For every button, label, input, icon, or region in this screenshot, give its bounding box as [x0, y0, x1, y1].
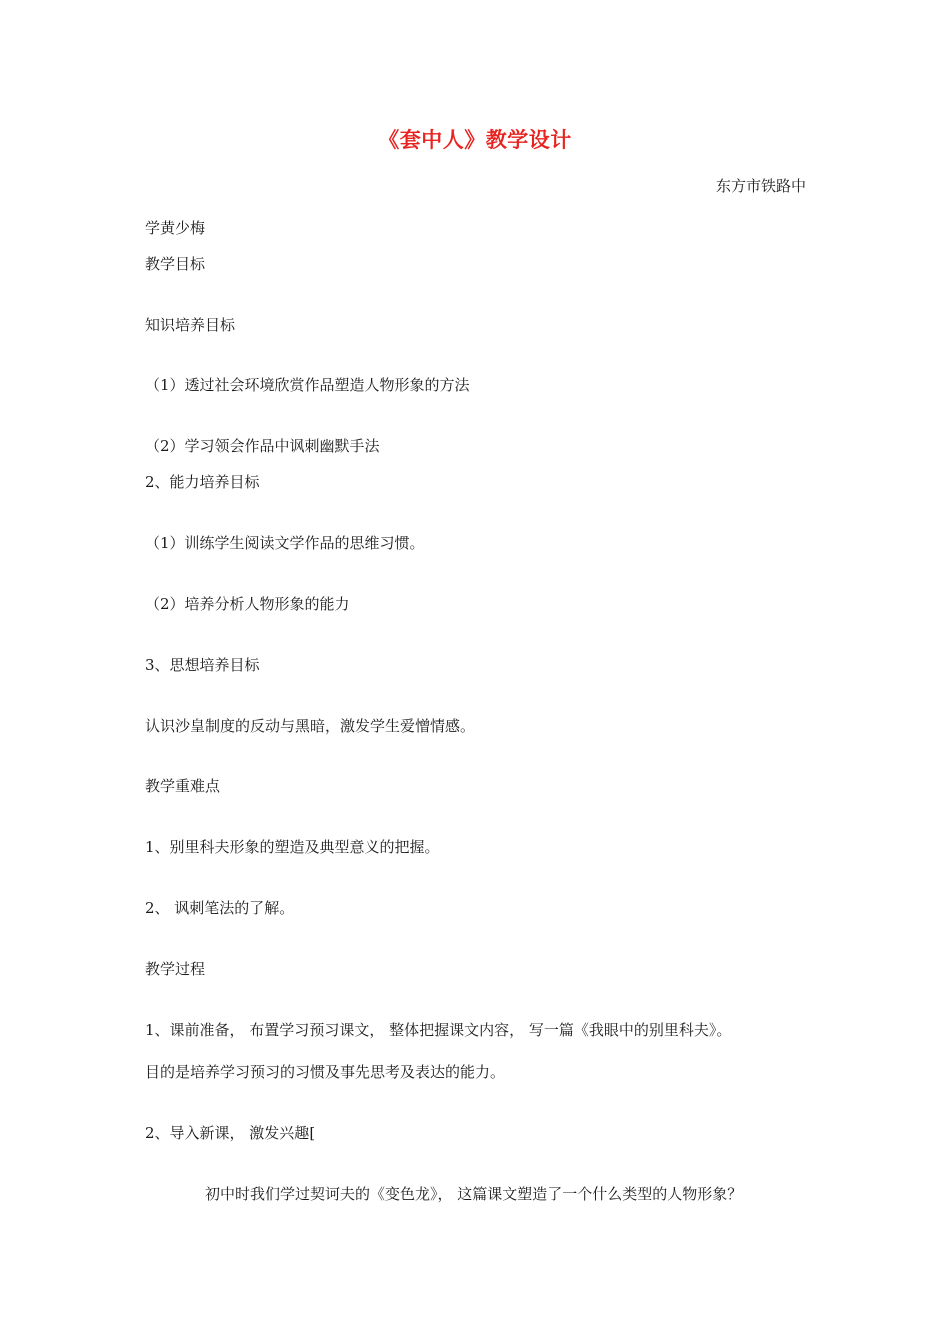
subheading-thought-goals: 3、思想培养目标 — [145, 656, 260, 674]
text-line: （2）培养分析人物形象的能力 — [145, 595, 350, 613]
section-heading-key-points: 教学重难点 — [145, 777, 221, 795]
text-line: 初中时我们学过契诃夫的《变色龙》， 这篇课文塑造了一个什么类型的人物形象？ — [205, 1185, 743, 1203]
school-name: 东方市铁路中 — [715, 177, 806, 195]
section-heading-teaching-process: 教学过程 — [145, 960, 206, 978]
text-line: （1）透过社会环境欣赏作品塑造人物形象的方法 — [145, 376, 470, 394]
author-line: 学黄少梅 — [145, 219, 206, 237]
text-line: 1、课前准备， 布置学习预习课文， 整体把握课文内容， 写一篇《我眼中的别里科夫》。 — [145, 1021, 732, 1039]
text-line: （1）训练学生阅读文学作品的思维习惯。 — [145, 534, 425, 552]
text-line: 认识沙皇制度的反动与黑暗，激发学生爱憎情感。 — [145, 717, 476, 735]
subheading-ability-goals: 2、能力培养目标 — [145, 473, 260, 491]
section-heading-teaching-goals: 教学目标 — [145, 255, 206, 273]
subheading-knowledge-goals: 知识培养目标 — [145, 316, 236, 334]
text-line: 2、导入新课， 激发兴趣[ — [145, 1124, 316, 1142]
text-line: 目的是培养学习预习的习惯及事先思考及表达的能力。 — [145, 1063, 506, 1081]
text-line: 1、别里科夫形象的塑造及典型意义的把握。 — [145, 838, 440, 856]
text-line: 2、 讽刺笔法的了解。 — [145, 899, 295, 917]
text-line: （2）学习领会作品中讽刺幽默手法 — [145, 437, 380, 455]
document-title: 《套中人》教学设计 — [378, 128, 572, 152]
